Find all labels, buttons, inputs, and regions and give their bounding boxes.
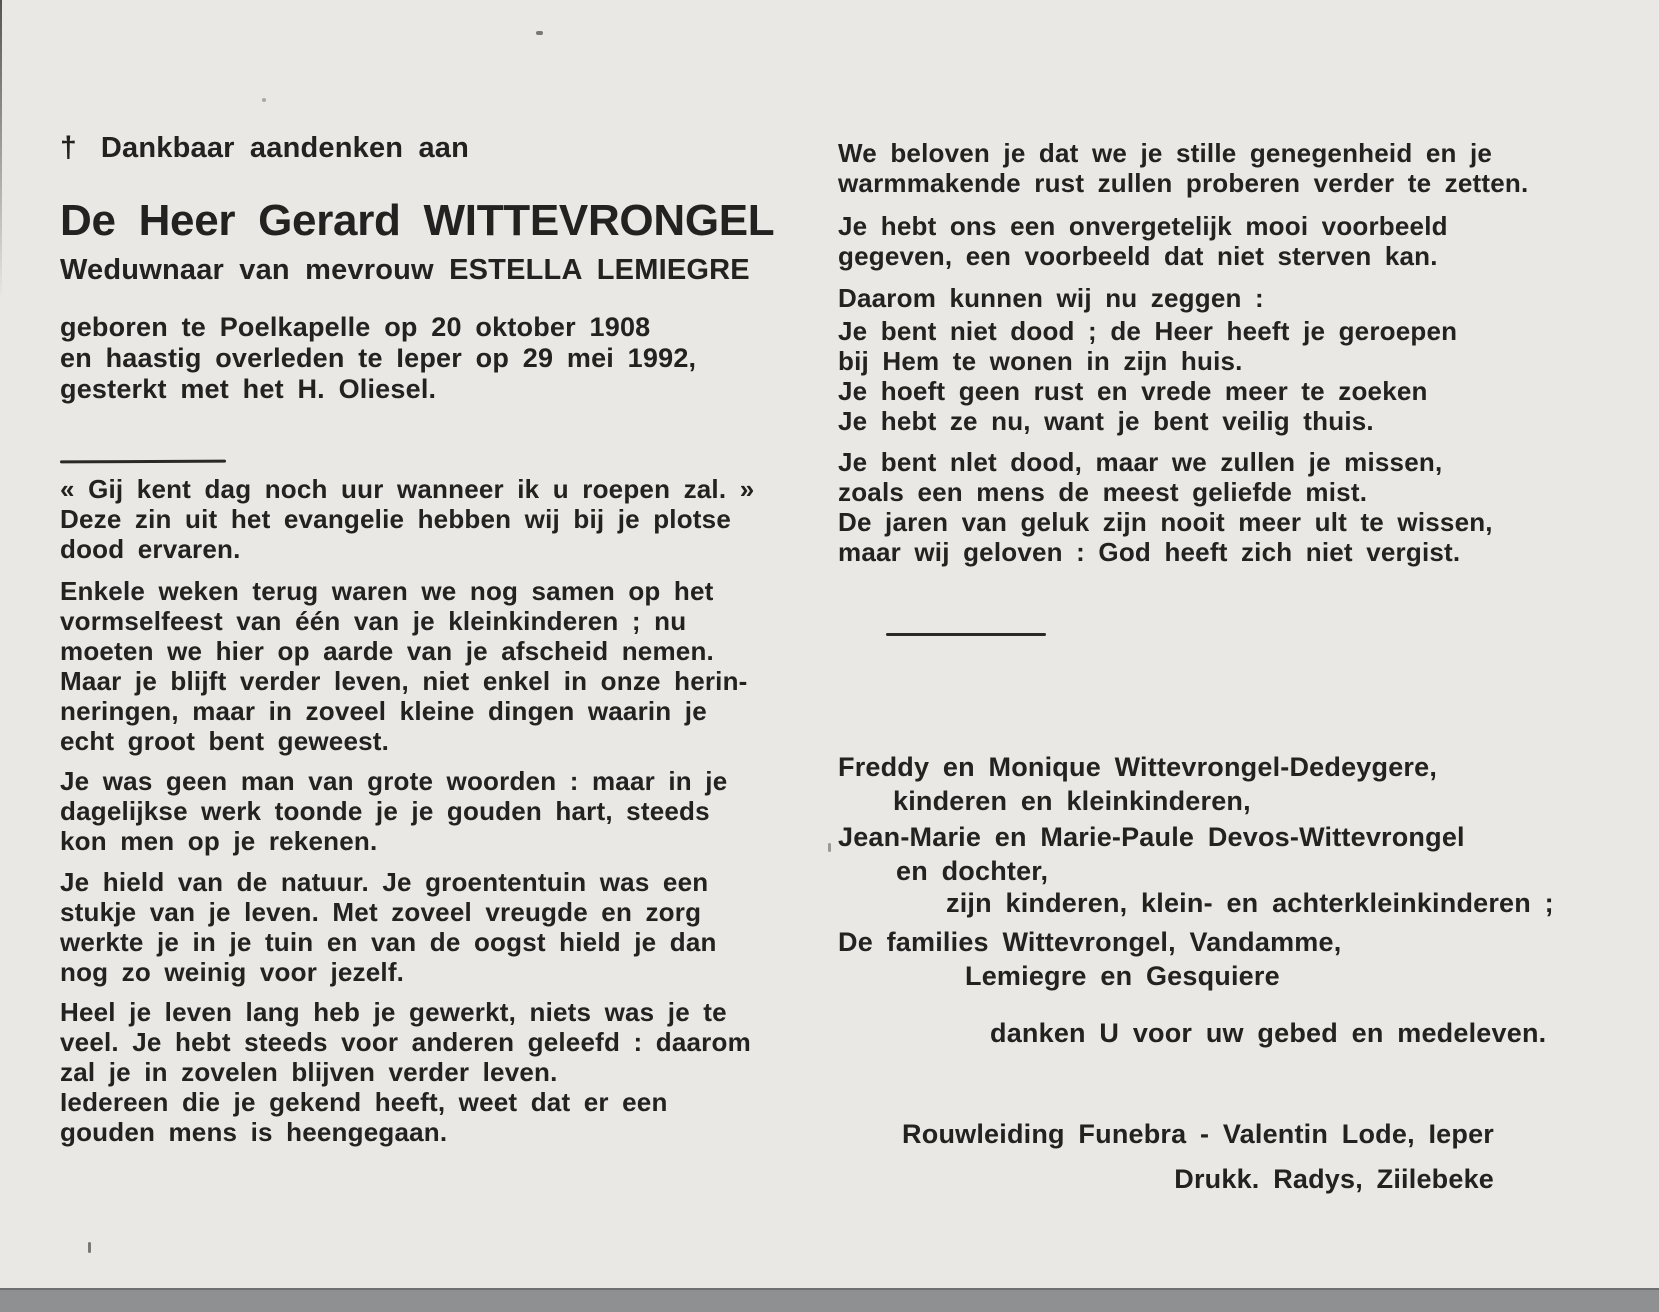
text-line: veel. Je hebt steeds voor anderen geleefd : daarom	[60, 1027, 751, 1057]
paragraph-weken	[60, 576, 748, 756]
widower-line	[60, 253, 750, 287]
text-line: Je hield van de natuur. Je groententuin was een	[60, 867, 709, 897]
text-line: moeten we hier op aarde van je afscheid nemen.	[60, 636, 714, 666]
text-line: Freddy en Monique Wittevrongel-Dedeygere,	[838, 752, 1438, 782]
paragraph-nietdood	[838, 316, 1457, 436]
text-line: zijn kinderen, klein- en achterkleinkinderen ;	[946, 888, 1554, 918]
text-line: maar wij geloven : God heeft zich niet vergist.	[838, 537, 1461, 567]
text-line: werkte je in je tuin en van de oogst hield je dan	[60, 927, 717, 957]
born-line: geboren te Poelkapelle op 20 oktober 1908	[60, 312, 651, 342]
text-line: Maar je blijft verder leven, niet enkel in onze herin-	[60, 666, 748, 696]
text-line: vormselfeest van één van je kleinkinderen ; nu	[60, 606, 687, 636]
text-line: danken U voor uw gebed en medeleven.	[990, 1018, 1547, 1048]
text-line: Heel je leven lang heb je gewerkt, niets was je te	[60, 997, 727, 1027]
text-line: Je hoeft geen rust en vrede meer te zoeken	[838, 376, 1428, 406]
paragraph-beloven	[838, 138, 1528, 198]
text-line: en dochter,	[896, 856, 1049, 886]
scan-speck	[262, 98, 266, 102]
text-line: dagelijkse werk toonde je je gouden hart, steeds	[60, 796, 710, 826]
text-line: Enkele weken terug waren we nog samen op het	[60, 576, 714, 606]
text-line: neringen, maar in zoveel kleine dingen waarin je	[60, 696, 707, 726]
paragraph-natuur	[60, 867, 717, 987]
left-column	[60, 0, 775, 1312]
text-line: Deze zin uit het evangelie hebben wij bij je plotse	[60, 504, 731, 534]
funeral-home-line	[838, 1117, 1494, 1151]
paragraph-quote	[60, 474, 754, 564]
scanner-bar-artifact	[0, 1288, 1659, 1312]
paragraph-voorbeeld	[838, 211, 1448, 271]
cross-icon: †	[60, 131, 77, 164]
text-line: Daarom kunnen wij nu zeggen :	[838, 283, 1264, 313]
thanks-line	[838, 1016, 1546, 1050]
scan-speck	[828, 843, 831, 852]
paragraph-woorden	[60, 766, 727, 856]
widower-text: Weduwnaar van mevrouw ESTELLA LEMIEGRE	[60, 254, 750, 286]
text-line: De families Wittevrongel, Vandamme,	[838, 927, 1342, 957]
text-line: zal je in zovelen blijven verder leven.	[60, 1057, 558, 1087]
paragraph-zeggen	[838, 283, 1264, 313]
text-line: Rouwleiding Funebra - Valentin Lode, Ieper	[902, 1119, 1494, 1149]
printer-line	[838, 1162, 1494, 1196]
text-line: bij Hem te wonen in zijn huis.	[838, 346, 1243, 376]
text-line: Drukk. Radys, Ziilebeke	[1174, 1164, 1494, 1194]
family-jeanmarie	[838, 820, 1465, 888]
text-line: De jaren van geluk zijn nooit meer ult te wissen,	[838, 507, 1493, 537]
text-line: Je bent nlet dood, maar we zullen je missen,	[838, 447, 1443, 477]
dedication-label: Dankbaar aandenken aan	[100, 132, 470, 164]
text-line: « Gij kent dag noch uur wanneer ik u roepen zal. »	[60, 474, 755, 504]
text-line: kon men op je rekenen.	[60, 826, 378, 856]
family-families	[838, 925, 1341, 993]
divider-line-right	[886, 633, 1046, 636]
text-line: Je hebt ze nu, want je bent veilig thuis.	[838, 406, 1374, 436]
scan-speck	[536, 31, 543, 35]
text-line: Je was geen man van grote woorden : maar in je	[60, 766, 728, 796]
text-line: warmmakende rust zullen proberen verder te zetten.	[838, 168, 1529, 198]
deceased-name-text: De Heer Gerard WITTEVRONGEL	[60, 196, 775, 245]
text-line: gegeven, een voorbeeld dat niet sterven kan.	[838, 241, 1438, 271]
deceased-name	[60, 196, 774, 246]
text-line: Jean-Marie en Marie-Paule Devos-Wittevrongel	[838, 822, 1465, 852]
text-line: Je hebt ons een onvergetelijk mooi voorbeeld	[838, 211, 1448, 241]
paragraph-leven	[60, 997, 751, 1147]
text-line: gouden mens is heengegaan.	[60, 1117, 448, 1147]
text-line: kinderen en kleinkinderen,	[893, 786, 1251, 816]
text-line: dood ervaren.	[60, 534, 241, 564]
scan-edge-artifact	[0, 0, 2, 300]
right-column	[838, 0, 1554, 1312]
scan-speck	[88, 1242, 91, 1253]
text-line: Je bent niet dood ; de Heer heeft je geroepen	[838, 316, 1458, 346]
died-line: en haastig overleden te Ieper op 29 mei 1992,	[60, 343, 697, 373]
text-line: echt groot bent geweest.	[60, 726, 390, 756]
family-freddy	[838, 750, 1437, 818]
vitals-block	[60, 312, 696, 405]
text-line: stukje van je leven. Met zoveel vreugde en zorg	[60, 897, 702, 927]
text-line: Iedereen die je gekend heeft, weet dat er een	[60, 1087, 668, 1117]
text-line: nog zo weinig voor jezelf.	[60, 957, 405, 987]
divider-line-left	[60, 460, 226, 464]
dedication-text	[60, 131, 469, 165]
paragraph-missen	[838, 447, 1493, 567]
text-line: Lemiegre en Gesquiere	[965, 961, 1280, 991]
text-line: We beloven je dat we je stille genegenheid en je	[838, 138, 1493, 168]
sacrament-line: gesterkt met het H. Oliesel.	[60, 374, 437, 404]
text-line: zoals een mens de meest geliefde mist.	[838, 477, 1368, 507]
dedication-line	[60, 131, 469, 165]
family-kleinkinderen	[838, 886, 1554, 920]
